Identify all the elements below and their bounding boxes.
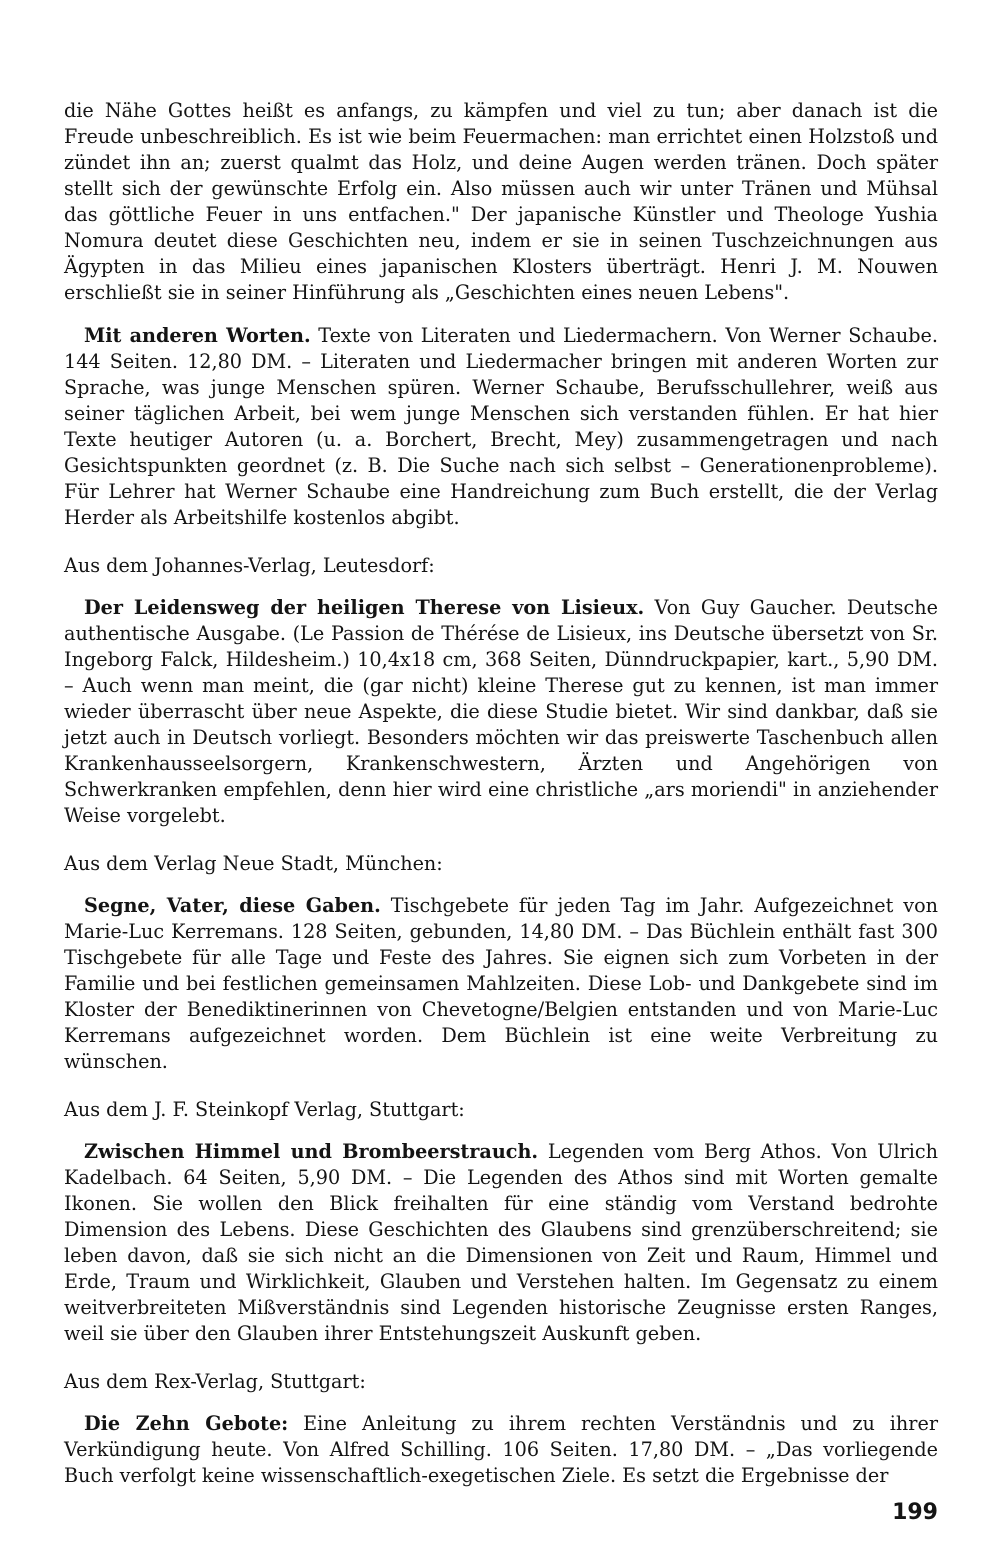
review-entry	[64, 595, 938, 829]
review-entry	[64, 1139, 938, 1347]
document-body	[64, 98, 938, 1489]
publisher-heading: Aus dem Johannes-Verlag, Leutesdorf:	[64, 554, 435, 577]
review-entry	[64, 323, 938, 531]
book-title: Die Zehn Gebote:	[84, 1412, 289, 1435]
book-title: Zwischen Himmel und Brombeerstrauch.	[84, 1140, 539, 1163]
book-title: Der Leidensweg der heiligen Therese von Lisieux.	[84, 596, 645, 619]
book-title: Segne, Vater, diese Gaben.	[84, 894, 381, 917]
page-number: 199	[892, 1500, 938, 1525]
review-text: Texte von Literaten und Liedermachern. Von Werner Schaube. 144 Seiten. 12,80 DM. – Literaten und Liedermacher bringen mit anderen Worten zur Sprache, was junge Menschen spüren. Werner Schaube, Berufsschullehrer, weiß aus seiner täglichen Arbeit, bei wem junge Menschen sich verstanden fühlen. Er hat hier Texte heutiger Autoren (u. a. Borchert, Brecht, Mey) zusammengetragen und nach Gesichtspunkten geordnet (z. B. Die Suche nach sich selbst – Generationenprobleme). Für Lehrer hat Werner Schaube eine Handreichung zum Buch erstellt, die der Verlag Herder als Arbeitshilfe kostenlos abgibt.	[64, 324, 938, 529]
review-text: Legenden vom Berg Athos. Von Ulrich Kadelbach. 64 Seiten, 5,90 DM. – Die Legenden des Athos sind mit Worten gemalte Ikonen. Sie wollen den Blick freihalten für eine ständig vom Verstand bedrohte Dimension des Lebens. Diese Geschichten des Glaubens sind grenzüberschreitend; sie leben davon, daß sie sich nicht an die Dimensionen von Zeit und Raum, Himmel und Erde, Traum und Wirklichkeit, Glauben und Verstehen halten. Im Gegensatz zu einem weitverbreiteten Mißverständnis sind Legenden historische Zeugnisse ersten Ranges, weil sie über den Glauben ihrer Entstehungszeit Auskunft geben.	[64, 1140, 938, 1345]
book-title: Mit anderen Worten.	[84, 324, 311, 347]
publisher-heading: Aus dem J. F. Steinkopf Verlag, Stuttgart:	[64, 1098, 465, 1121]
publisher-heading: Aus dem Verlag Neue Stadt, München:	[64, 852, 443, 875]
continuation-paragraph: die Nähe Gottes heißt es anfangs, zu kämpfen und viel zu tun; aber danach ist die Freude unbeschreiblich. Es ist wie beim Feuermachen: man errichtet einen Holzstoß und zündet ihn an; zuerst qualmt das Holz, und deine Augen werden tränen. Doch später stellt sich der gewünschte Erfolg ein. Also müssen auch wir unter Tränen und Mühsal das göttliche Feuer in uns entfachen." Der japanische Künstler und Theologe Yushia Nomura deutet diese Geschichten neu, indem er sie in seinen Tuschzeichnungen aus Ägypten in das Milieu eines japanischen Klosters überträgt. Henri J. M. Nouwen erschließt sie in seiner Hinführung als „Geschichten eines neuen Lebens".	[64, 99, 938, 304]
review-text: Von Guy Gaucher. Deutsche authentische Ausgabe. (Le Passion de Thérése de Lisieux, ins Deutsche übersetzt von Sr. Ingeborg Falck, Hildesheim.) 10,4x18 cm, 368 Seiten, Dünndruckpapier, kart., 5,90 DM. – Auch wenn man meint, die (gar nicht) kleine Therese gut zu kennen, ist man immer wieder überrascht über neue Aspekte, die diese Studie bietet. Wir sind dankbar, daß sie jetzt auch in Deutsch vorliegt. Besonders möchten wir das preiswerte Taschenbuch allen Krankenhausseelsorgern, Krankenschwestern, Ärzten und Angehörigen von Schwerkranken empfehlen, denn hier wird eine christliche „ars moriendi" in anziehender Weise vorgelebt.	[64, 596, 938, 827]
review-entry	[64, 893, 938, 1075]
review-text: Eine Anleitung zu ihrem rechten Verständnis und zu ihrer Verkündigung heute. Von Alfred Schilling. 106 Seiten. 17,80 DM. – „Das vorliegende Buch verfolgt keine wissenschaftlich-exegetischen Ziele. Es setzt die Ergebnisse der	[64, 1412, 938, 1487]
publisher-heading: Aus dem Rex-Verlag, Stuttgart:	[64, 1370, 366, 1393]
review-entry	[64, 1411, 938, 1489]
review-text: Tischgebete für jeden Tag im Jahr. Aufgezeichnet von Marie-Luc Kerremans. 128 Seiten, gebunden, 14,80 DM. – Das Büchlein enthält fast 300 Tischgebete für alle Tage und Feste des Jahres. Sie eignen sich zum Vorbeten in der Familie und bei festlichen gemeinsamen Mahlzeiten. Diese Lob- und Dankgebete sind im Kloster der Benediktinerinnen von Chevetogne/Belgien entstanden und von Marie-Luc Kerremans aufgezeichnet worden. Dem Büchlein ist eine weite Verbreitung zu wünschen.	[64, 894, 939, 1073]
